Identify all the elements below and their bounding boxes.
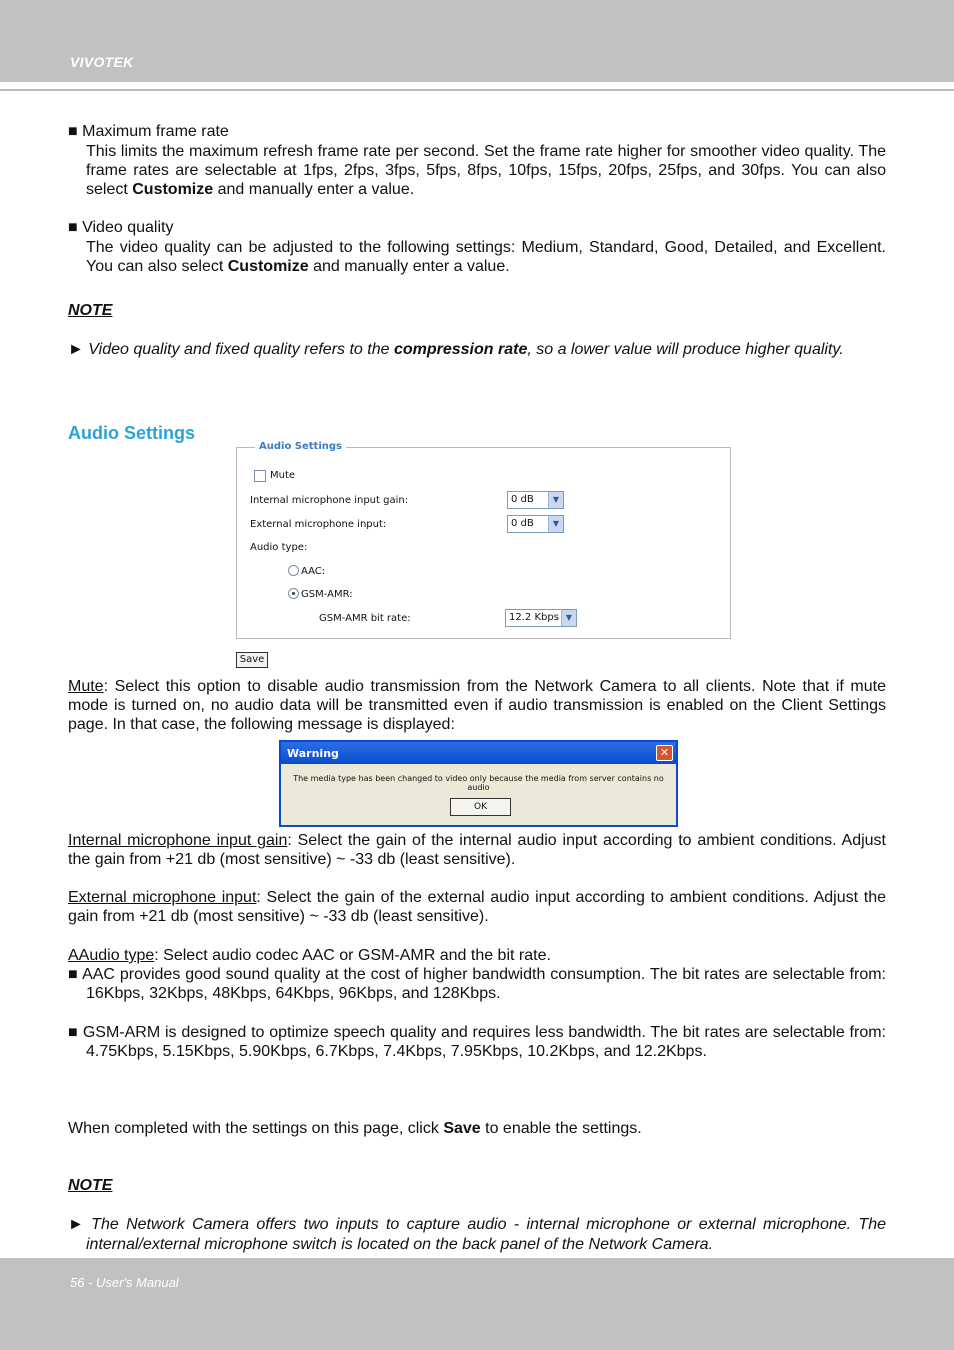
audio-type-description	[68, 946, 886, 965]
note-text-2: ► The Network Camera offers two inputs to capture audio - internal microphone or external microphone. The internal/external microphone switch is located on the back panel of the Network Camera.	[68, 1216, 886, 1253]
mute-term: Mute	[68, 678, 104, 695]
internal-gain-term: Internal microphone input gain	[68, 832, 288, 849]
note1-compression-rate: compression rate	[393, 341, 528, 358]
gsm-bitrate-value: 12.2 Kbps	[509, 612, 559, 623]
dialog-message: The media type has been changed to video only because the media from server contains no audio	[293, 774, 664, 792]
mute-description	[68, 677, 886, 734]
completion-text	[68, 1119, 886, 1138]
frame-rate-text-end: and manually enter a value.	[213, 181, 415, 198]
frame-rate-text: This limits the maximum refresh frame rate per second. Set the frame rate higher for smoother video quality. The frame rates are selectable at 1fps, 2fps, 3fps, 5fps, 8fps, 10fps, 15fps, 20fps, 25fps, and 30fps. You can also select	[86, 143, 886, 198]
gsm-amr-radio[interactable]	[288, 588, 299, 599]
video-quality-body	[86, 238, 886, 276]
video-quality-text-end: and manually enter a value.	[308, 258, 510, 275]
audio-type-text: : Select audio codec AAC or GSM-AMR and the bit rate.	[154, 947, 551, 964]
external-input-label: External microphone input:	[250, 519, 387, 530]
page-number: 56 - User's Manual	[70, 1275, 179, 1290]
external-input-text: : Select the gain of the external audio input according to ambient conditions. Adjust the gain from +21 db (most sensitive) ~ -33 db (least sensitive).	[68, 889, 886, 925]
completion-save: Save	[443, 1120, 481, 1137]
panel-legend: Audio Settings	[255, 441, 346, 452]
internal-gain-value: 0 dB	[511, 494, 534, 505]
completion-post: to enable the settings.	[480, 1120, 642, 1137]
audio-type-label: Audio type:	[250, 542, 308, 553]
aac-label: AAC:	[301, 566, 326, 577]
internal-gain-text: : Select the gain of the internal audio input according to ambient conditions. Adjust the gain from +21 db (most sensitive) ~ -33 db (least sensitive).	[68, 832, 887, 868]
save-button[interactable]: Save	[236, 652, 268, 668]
note1-text-end: , so a lower value will produce higher quality.	[527, 341, 844, 358]
completion-pre: When completed with the settings on this page, click	[68, 1120, 444, 1137]
internal-gain-description	[68, 831, 886, 869]
mute-label: Mute	[270, 470, 296, 481]
frame-rate-body	[86, 142, 886, 199]
note-label-2: NOTE	[68, 1177, 113, 1194]
video-quality-customize: Customize	[227, 258, 309, 275]
warning-dialog	[279, 740, 678, 827]
note-text-1	[68, 340, 886, 359]
gsm-bitrate-label: GSM-AMR bit rate:	[319, 613, 411, 624]
aac-radio[interactable]	[288, 565, 299, 576]
brand-logo-text: VIVOTEK	[70, 54, 134, 70]
gsm-bitrate-select[interactable]	[505, 609, 577, 627]
chevron-down-icon: ▼	[561, 610, 576, 626]
chevron-down-icon: ▼	[548, 492, 563, 508]
mute-checkbox[interactable]	[254, 470, 266, 482]
frame-rate-customize: Customize	[132, 181, 214, 198]
external-input-select[interactable]	[507, 515, 564, 533]
internal-gain-label: Internal microphone input gain:	[250, 495, 409, 506]
external-input-description	[68, 888, 886, 926]
external-input-value: 0 dB	[511, 518, 534, 529]
audio-type-term: AAudio type	[68, 947, 155, 964]
gsm-bullet: ■ GSM-ARM is designed to optimize speech quality and requires less bandwidth. The bit rates are selectable from: 4.75Kbps, 5.15Kbps, 5.90Kbps, 6.7Kbps, 7.4Kbps, 7.95Kbps, 10.2Kbps, and 12.2Kbps.	[68, 1024, 886, 1060]
frame-rate-heading: ■ Maximum frame rate	[68, 123, 229, 140]
aac-bullet: ■ AAC provides good sound quality at the cost of higher bandwidth consumption. The bit rates are selectable from: 16Kbps, 32Kbps, 48Kbps, 64Kbps, 96Kbps, and 128Kbps.	[68, 966, 886, 1002]
page-footer	[0, 1258, 954, 1350]
video-quality-heading: ■ Video quality	[68, 219, 174, 236]
external-input-term: External microphone input	[68, 889, 257, 906]
dialog-title-bar	[281, 742, 676, 764]
internal-gain-select[interactable]	[507, 491, 564, 509]
note-label-1: NOTE	[68, 302, 113, 319]
video-quality-text: The video quality can be adjusted to the following settings: Medium, Standard, Good, Detailed, and Excellent. You can also select	[86, 239, 886, 275]
header-divider	[0, 89, 954, 91]
page-header	[0, 0, 954, 82]
section-title-audio-settings: Audio Settings	[68, 423, 195, 443]
chevron-down-icon: ▼	[548, 516, 563, 532]
audio-settings-panel	[236, 441, 731, 639]
close-icon[interactable]: ✕	[656, 745, 673, 761]
ok-button[interactable]: OK	[450, 798, 511, 816]
dialog-title: Warning	[287, 747, 339, 760]
gsm-amr-label: GSM-AMR:	[301, 589, 353, 600]
note1-text: ► Video quality and fixed quality refers to the	[68, 341, 394, 358]
mute-text: : Select this option to disable audio transmission from the Network Camera to all clients. Note that if mute mode is turned on, no audio data will be transmitted even if audio transmission is enabled on the Client Settings page. In that case, the following message is displayed:	[68, 678, 886, 733]
